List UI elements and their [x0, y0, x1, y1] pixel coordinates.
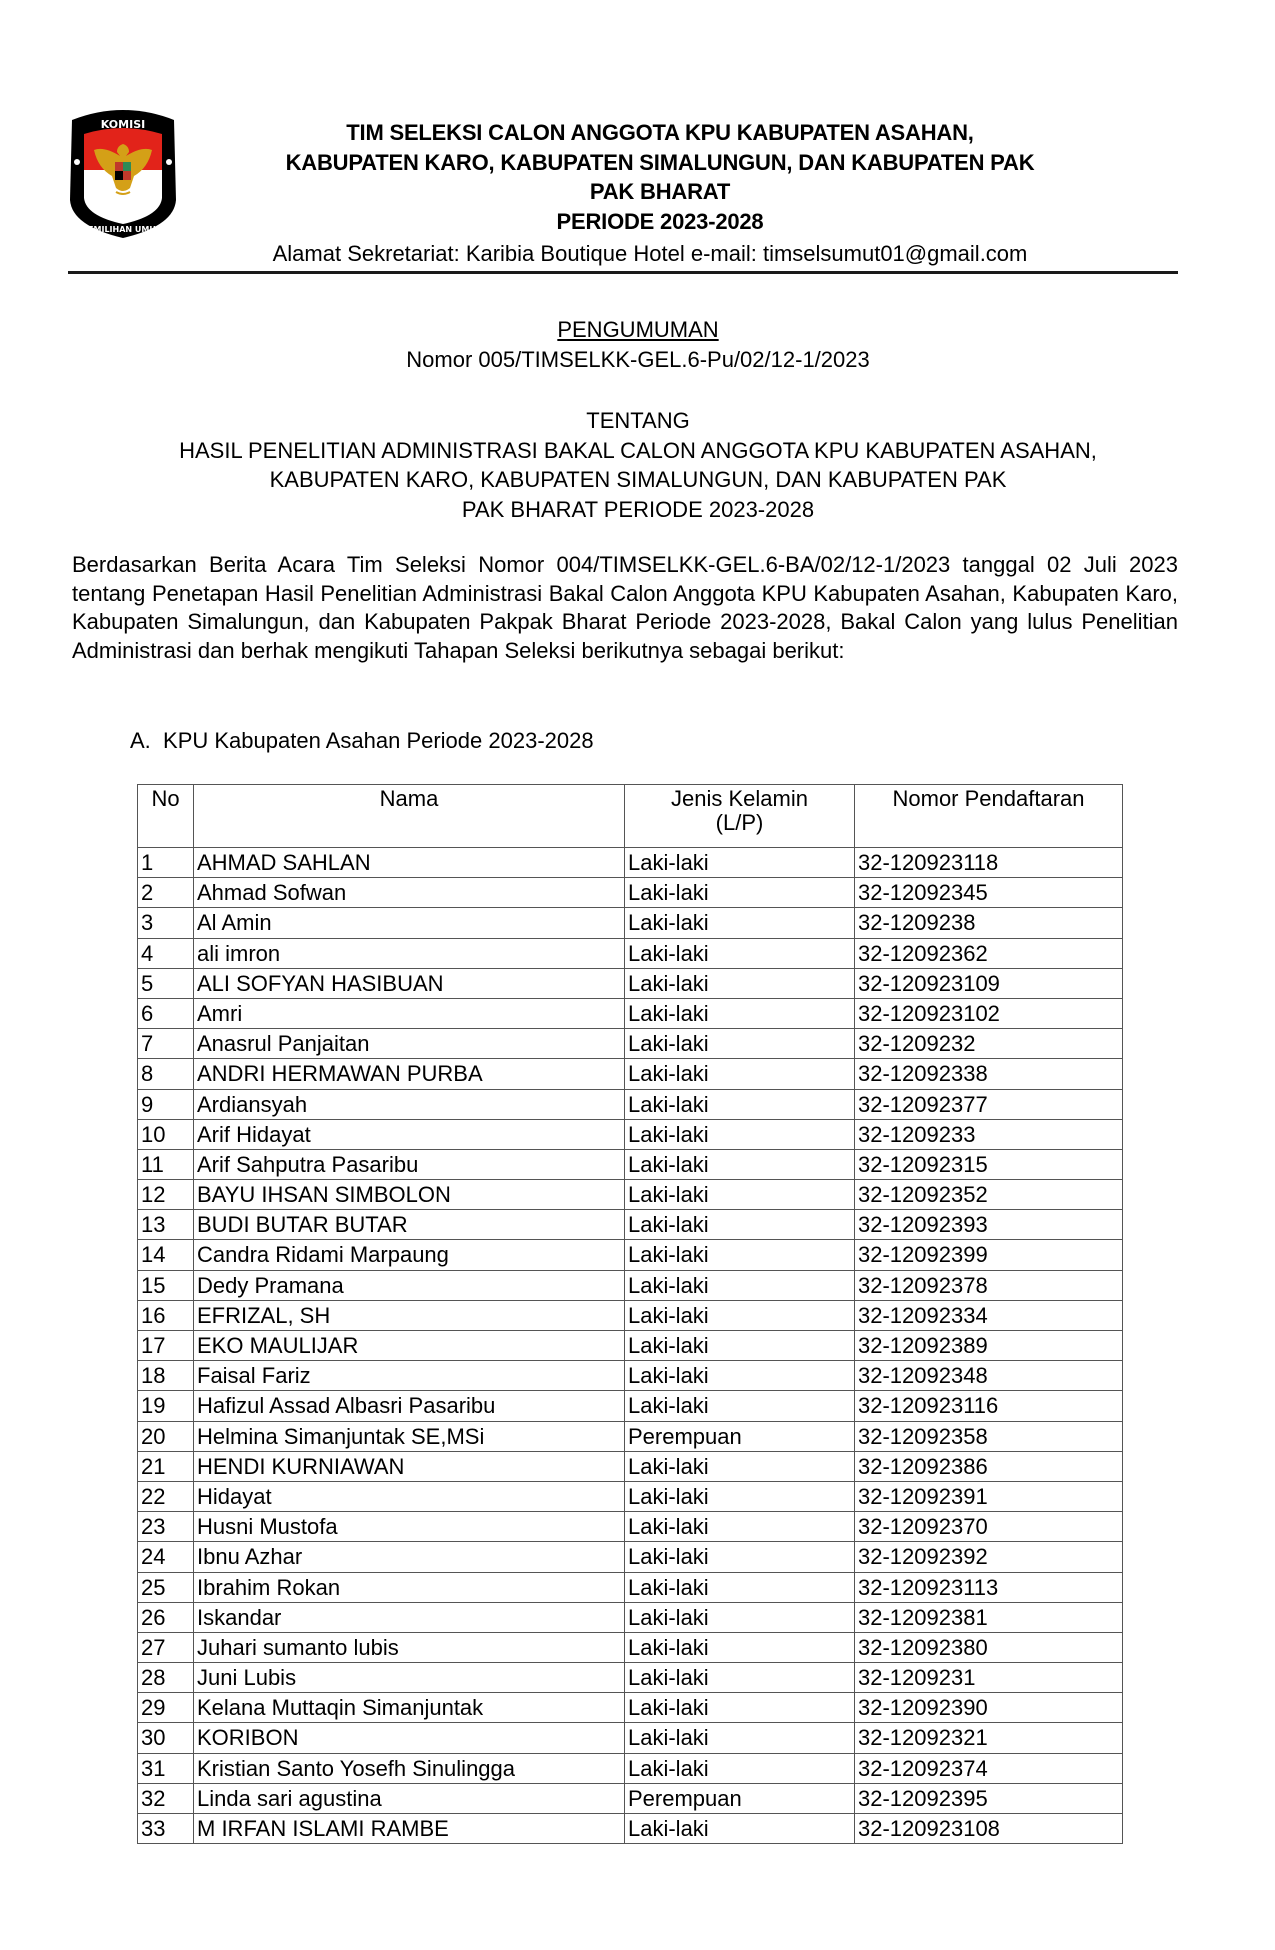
cell-nomor: 32-12092358 [855, 1421, 1123, 1451]
cell-nama: EKO MAULIJAR [194, 1331, 625, 1361]
cell-jenis-kelamin: Laki-laki [625, 1210, 855, 1240]
cell-jenis-kelamin: Laki-laki [625, 1149, 855, 1179]
table-row [138, 968, 1123, 998]
table-row [138, 1391, 1123, 1421]
table-row [138, 1693, 1123, 1723]
cell-jenis-kelamin: Laki-laki [625, 1029, 855, 1059]
cell-nomor: 32-12092393 [855, 1210, 1123, 1240]
table-row [138, 1180, 1123, 1210]
cell-nama: Dedy Pramana [194, 1270, 625, 1300]
table-row [138, 1723, 1123, 1753]
svg-text:PEMILIHAN UMUM: PEMILIHAN UMUM [82, 225, 164, 234]
cell-jenis-kelamin: Laki-laki [625, 1542, 855, 1572]
table-row [138, 1663, 1123, 1693]
cell-no: 27 [138, 1632, 194, 1662]
cell-jenis-kelamin: Laki-laki [625, 1663, 855, 1693]
cell-no: 33 [138, 1814, 194, 1844]
table-row [138, 1572, 1123, 1602]
header-jenis-kelamin [625, 785, 855, 848]
cell-jenis-kelamin: Laki-laki [625, 1391, 855, 1421]
secretariat-address: Alamat Sekretariat: Karibia Boutique Hotel e-mail: timselsumut01@gmail.com [272, 241, 1028, 266]
table-row [138, 1119, 1123, 1149]
cell-nama: BAYU IHSAN SIMBOLON [194, 1180, 625, 1210]
cell-no: 30 [138, 1723, 194, 1753]
cell-no: 17 [138, 1331, 194, 1361]
cell-nama: ali imron [194, 938, 625, 968]
cell-nomor: 32-12092380 [855, 1632, 1123, 1662]
cell-nama: Ibrahim Rokan [194, 1572, 625, 1602]
table-row [138, 1240, 1123, 1270]
table-row [138, 908, 1123, 938]
announcement-heading [68, 315, 1208, 374]
cell-nama: Ibnu Azhar [194, 1542, 625, 1572]
announcement-number: Nomor 005/TIMSELKK-GEL.6-Pu/02/12-1/2023 [406, 346, 870, 372]
cell-jenis-kelamin: Laki-laki [625, 1361, 855, 1391]
cell-nomor: 32-12092381 [855, 1602, 1123, 1632]
table-row [138, 1331, 1123, 1361]
subject-line: HASIL PENELITIAN ADMINISTRASI BAKAL CALON ANGGOTA KPU KABUPATEN ASAHAN, [179, 437, 1097, 463]
cell-no: 5 [138, 968, 194, 998]
cell-nomor: 32-12092389 [855, 1331, 1123, 1361]
header-jenis-kelamin-text: Jenis Kelamin (L/P) [671, 786, 808, 835]
table-row [138, 1149, 1123, 1179]
cell-jenis-kelamin: Laki-laki [625, 848, 855, 878]
cell-nama: Al Amin [194, 908, 625, 938]
cell-no: 25 [138, 1572, 194, 1602]
cell-no: 10 [138, 1119, 194, 1149]
cell-jenis-kelamin: Laki-laki [625, 1632, 855, 1662]
header-no: No [138, 785, 194, 848]
table-row [138, 848, 1123, 878]
candidate-table [137, 784, 1123, 1844]
cell-nama: HENDI KURNIAWAN [194, 1451, 625, 1481]
table-row [138, 1512, 1123, 1542]
cell-nama: EFRIZAL, SH [194, 1300, 625, 1330]
cell-no: 9 [138, 1089, 194, 1119]
cell-jenis-kelamin: Laki-laki [625, 878, 855, 908]
letterhead-divider [68, 271, 1178, 274]
table-row [138, 1421, 1123, 1451]
table-body [138, 848, 1123, 1844]
letterhead-line: PERIODE 2023-2028 [556, 208, 764, 234]
cell-jenis-kelamin: Laki-laki [625, 1512, 855, 1542]
table-row [138, 1753, 1123, 1783]
table-row [138, 1089, 1123, 1119]
cell-jenis-kelamin: Perempuan [625, 1783, 855, 1813]
cell-no: 20 [138, 1421, 194, 1451]
letterhead-title [200, 118, 1120, 236]
cell-nama: Ahmad Sofwan [194, 878, 625, 908]
cell-no: 32 [138, 1783, 194, 1813]
cell-nomor: 32-12092352 [855, 1180, 1123, 1210]
cell-nomor: 32-12092399 [855, 1240, 1123, 1270]
cell-no: 31 [138, 1753, 194, 1783]
cell-jenis-kelamin: Laki-laki [625, 1180, 855, 1210]
cell-nama: Hafizul Assad Albasri Pasaribu [194, 1391, 625, 1421]
cell-nama: Juni Lubis [194, 1663, 625, 1693]
section-title: KPU Kabupaten Asahan Periode 2023-2028 [163, 728, 594, 753]
cell-nomor: 32-120923109 [855, 968, 1123, 998]
cell-jenis-kelamin: Laki-laki [625, 938, 855, 968]
cell-nama: M IRFAN ISLAMI RAMBE [194, 1814, 625, 1844]
cell-nama: ALI SOFYAN HASIBUAN [194, 968, 625, 998]
cell-no: 16 [138, 1300, 194, 1330]
cell-nama: BUDI BUTAR BUTAR [194, 1210, 625, 1240]
letterhead-line: PAK BHARAT [589, 179, 731, 204]
cell-nama: Juhari sumanto lubis [194, 1632, 625, 1662]
cell-nomor: 32-1209233 [855, 1119, 1123, 1149]
table-row [138, 1361, 1123, 1391]
cell-nomor: 32-12092321 [855, 1723, 1123, 1753]
cell-nama: Faisal Fariz [194, 1361, 625, 1391]
cell-nama: Iskandar [194, 1602, 625, 1632]
cell-no: 22 [138, 1481, 194, 1511]
cell-jenis-kelamin: Laki-laki [625, 908, 855, 938]
cell-jenis-kelamin: Laki-laki [625, 1814, 855, 1844]
cell-no: 21 [138, 1451, 194, 1481]
letterhead-line: KABUPATEN KARO, KABUPATEN SIMALUNGUN, DAN KABUPATEN PAK [285, 149, 1035, 175]
table-row [138, 998, 1123, 1028]
table-row [138, 1029, 1123, 1059]
cell-no: 26 [138, 1602, 194, 1632]
cell-nama: Anasrul Panjaitan [194, 1029, 625, 1059]
cell-jenis-kelamin: Laki-laki [625, 1693, 855, 1723]
cell-jenis-kelamin: Laki-laki [625, 1572, 855, 1602]
cell-jenis-kelamin: Laki-laki [625, 968, 855, 998]
cell-nomor: 32-12092391 [855, 1481, 1123, 1511]
cell-nama: ANDRI HERMAWAN PURBA [194, 1059, 625, 1089]
cell-jenis-kelamin: Laki-laki [625, 1602, 855, 1632]
subject-line: KABUPATEN KARO, KABUPATEN SIMALUNGUN, DAN KABUPATEN PAK [269, 467, 1007, 492]
cell-nama: Helmina Simanjuntak SE,MSi [194, 1421, 625, 1451]
cell-no: 14 [138, 1240, 194, 1270]
cell-jenis-kelamin: Laki-laki [625, 1089, 855, 1119]
table-row [138, 938, 1123, 968]
cell-no: 28 [138, 1663, 194, 1693]
table-row [138, 1059, 1123, 1089]
cell-nomor: 32-120923113 [855, 1572, 1123, 1602]
cell-nomor: 32-12092362 [855, 938, 1123, 968]
cell-jenis-kelamin: Laki-laki [625, 1300, 855, 1330]
cell-jenis-kelamin: Laki-laki [625, 1270, 855, 1300]
header-nomor: Nomor Pendaftaran [855, 785, 1123, 848]
cell-nomor: 32-12092386 [855, 1451, 1123, 1481]
cell-nomor: 32-12092315 [855, 1149, 1123, 1179]
cell-no: 3 [138, 908, 194, 938]
announcement-title: PENGUMUMAN [557, 317, 719, 342]
cell-nomor: 32-120923116 [855, 1391, 1123, 1421]
cell-nomor: 32-12092374 [855, 1753, 1123, 1783]
cell-nomor: 32-120923118 [855, 848, 1123, 878]
cell-nomor: 32-1209231 [855, 1663, 1123, 1693]
cell-nomor: 32-12092390 [855, 1693, 1123, 1723]
table-row [138, 1783, 1123, 1813]
table-row [138, 1210, 1123, 1240]
cell-no: 19 [138, 1391, 194, 1421]
cell-nomor: 32-1209238 [855, 908, 1123, 938]
cell-nomor: 32-12092338 [855, 1059, 1123, 1089]
table-row [138, 878, 1123, 908]
cell-nama: Hidayat [194, 1481, 625, 1511]
cell-nama: Linda sari agustina [194, 1783, 625, 1813]
cell-jenis-kelamin: Laki-laki [625, 1481, 855, 1511]
letterhead-line: TIM SELEKSI CALON ANGGOTA KPU KABUPATEN ASAHAN, [346, 120, 974, 145]
cell-nomor: 32-12092348 [855, 1361, 1123, 1391]
cell-nomor: 32-120923102 [855, 998, 1123, 1028]
cell-nomor: 32-12092395 [855, 1783, 1123, 1813]
header-nama: Nama [194, 785, 625, 848]
cell-no: 18 [138, 1361, 194, 1391]
cell-jenis-kelamin: Laki-laki [625, 998, 855, 1028]
cell-nomor: 32-1209232 [855, 1029, 1123, 1059]
kpu-logo [64, 104, 182, 240]
table-header-row [138, 785, 1123, 848]
cell-nomor: 32-12092345 [855, 878, 1123, 908]
cell-no: 8 [138, 1059, 194, 1089]
table-row [138, 1602, 1123, 1632]
table-row [138, 1300, 1123, 1330]
cell-nama: AHMAD SAHLAN [194, 848, 625, 878]
cell-nama: Amri [194, 998, 625, 1028]
table-row [138, 1632, 1123, 1662]
cell-no: 23 [138, 1512, 194, 1542]
cell-no: 12 [138, 1180, 194, 1210]
cell-no: 11 [138, 1149, 194, 1179]
cell-jenis-kelamin: Laki-laki [625, 1119, 855, 1149]
cell-nama: KORIBON [194, 1723, 625, 1753]
cell-nama: Kelana Muttaqin Simanjuntak [194, 1693, 625, 1723]
cell-jenis-kelamin: Laki-laki [625, 1723, 855, 1753]
cell-jenis-kelamin: Laki-laki [625, 1059, 855, 1089]
cell-no: 15 [138, 1270, 194, 1300]
cell-nama: Arif Hidayat [194, 1119, 625, 1149]
section-heading [130, 727, 594, 755]
cell-no: 6 [138, 998, 194, 1028]
announcement-subject [68, 406, 1208, 524]
cell-no: 2 [138, 878, 194, 908]
table-row [138, 1481, 1123, 1511]
kpu-emblem-icon [64, 104, 182, 240]
cell-nama: Ardiansyah [194, 1089, 625, 1119]
cell-no: 7 [138, 1029, 194, 1059]
cell-jenis-kelamin: Perempuan [625, 1421, 855, 1451]
cell-nama: Kristian Santo Yosefh Sinulingga [194, 1753, 625, 1783]
cell-no: 29 [138, 1693, 194, 1723]
svg-text:KOMISI: KOMISI [100, 118, 146, 131]
about-label: TENTANG [586, 408, 690, 433]
cell-nomor: 32-12092378 [855, 1270, 1123, 1300]
cell-jenis-kelamin: Laki-laki [625, 1753, 855, 1783]
announcement-body: Berdasarkan Berita Acara Tim Seleksi Nomor 004/TIMSELKK-GEL.6-BA/02/12-1/2023 tanggal 02 Juli 2023 tentang Penetapan Hasil Penelitian Administrasi Bakal Calon Anggota KPU Kabupaten Asahan, Kabupaten Karo, Kabupaten Simalungun, dan Kabupaten Pakpak Bharat Periode 2023-2028, Bakal Calon yang lulus Penelitian Administrasi dan berhak mengikuti Tahapan Seleksi berikutnya sebagai berikut: [72, 552, 1178, 663]
cell-nama: Candra Ridami Marpaung [194, 1240, 625, 1270]
table-row [138, 1542, 1123, 1572]
cell-nomor: 32-12092370 [855, 1512, 1123, 1542]
cell-no: 13 [138, 1210, 194, 1240]
subject-line: PAK BHARAT PERIODE 2023-2028 [461, 496, 815, 522]
table-row [138, 1270, 1123, 1300]
cell-nama: Husni Mustofa [194, 1512, 625, 1542]
cell-nomor: 32-12092334 [855, 1300, 1123, 1330]
cell-jenis-kelamin: Laki-laki [625, 1240, 855, 1270]
cell-no: 1 [138, 848, 194, 878]
cell-nomor: 32-12092392 [855, 1542, 1123, 1572]
section-label: A. [130, 728, 151, 753]
table-row [138, 1451, 1123, 1481]
cell-jenis-kelamin: Laki-laki [625, 1451, 855, 1481]
cell-jenis-kelamin: Laki-laki [625, 1331, 855, 1361]
cell-nomor: 32-12092377 [855, 1089, 1123, 1119]
cell-no: 4 [138, 938, 194, 968]
table-row [138, 1814, 1123, 1844]
cell-nama: Arif Sahputra Pasaribu [194, 1149, 625, 1179]
cell-nomor: 32-120923108 [855, 1814, 1123, 1844]
cell-no: 24 [138, 1542, 194, 1572]
